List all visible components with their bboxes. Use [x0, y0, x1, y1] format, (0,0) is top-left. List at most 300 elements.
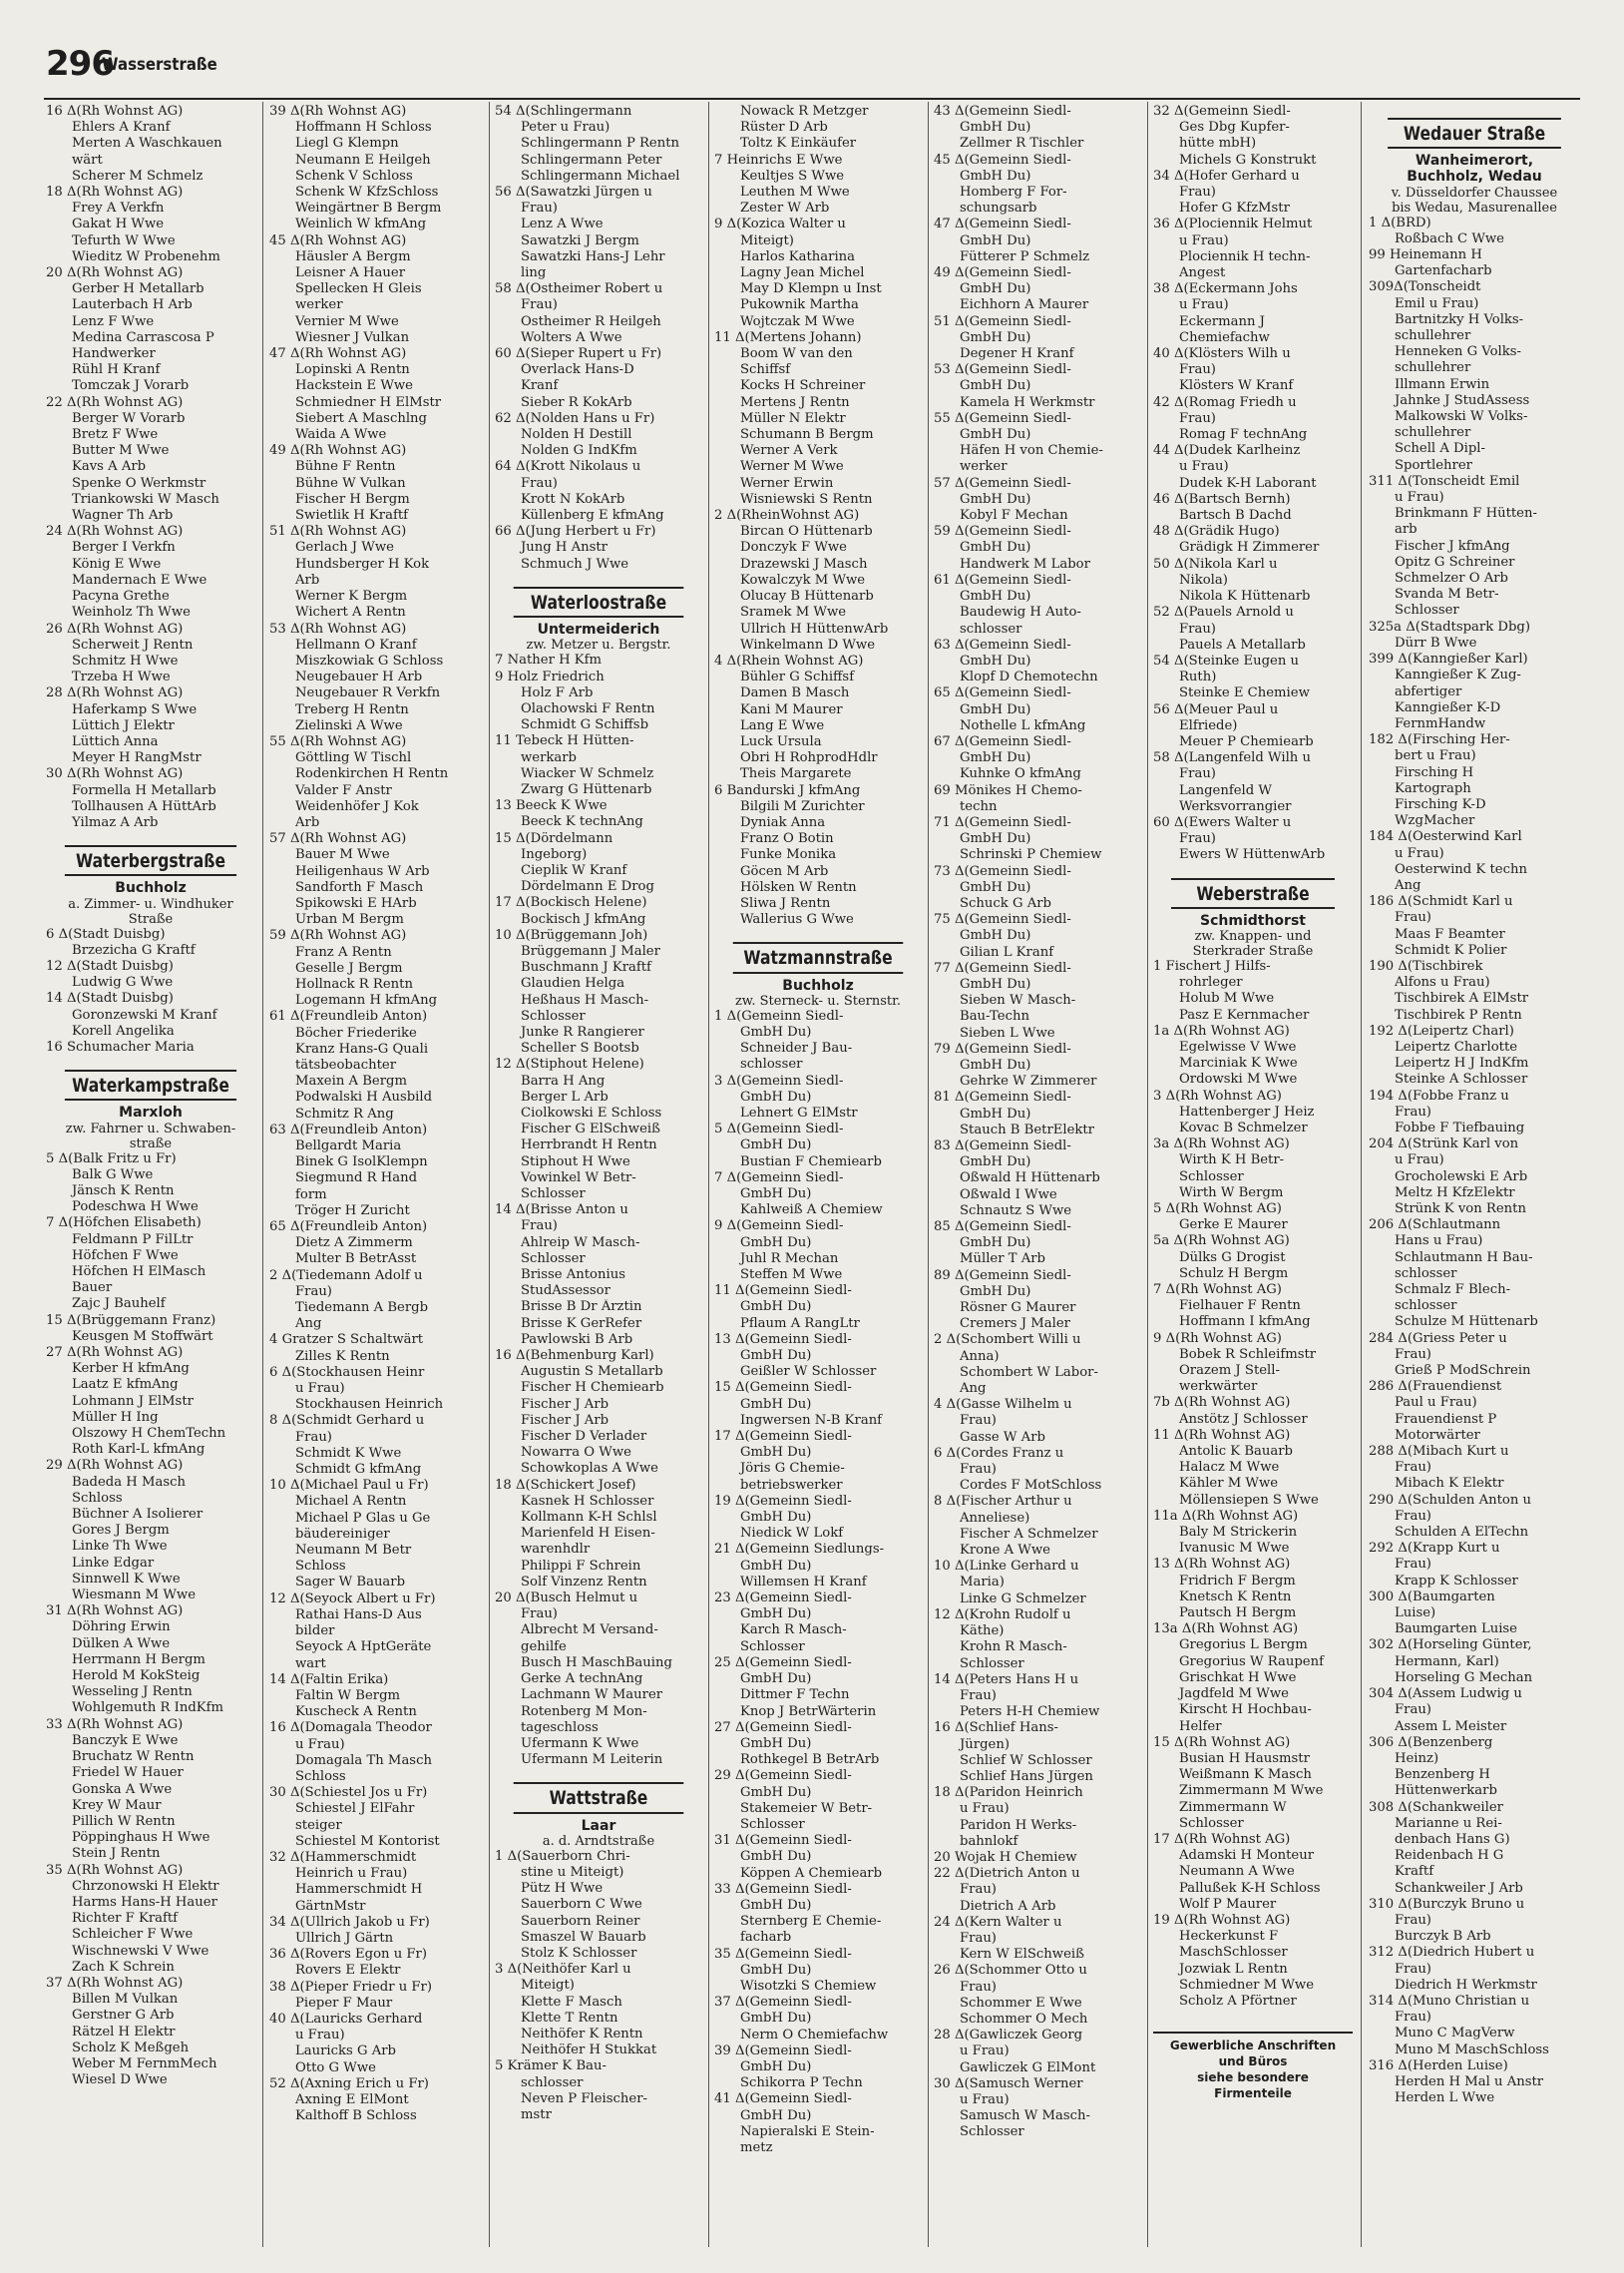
house-number-entry: 83 Δ(Gemeinn Siedl- [934, 1138, 1071, 1153]
resident-entry: u Frau) [1395, 845, 1444, 861]
house-number-entry: 286 Δ(Frauendienst [1369, 1379, 1502, 1395]
resident-entry: Rösner G Maurer [960, 1300, 1076, 1316]
house-number-entry: 18 Δ(Paridon Heinrich [934, 1785, 1083, 1801]
resident-entry: Frau) [521, 1606, 558, 1622]
resident-entry: Fobbe F Tiefbauing [1395, 1120, 1525, 1136]
resident-entry: Angest [1179, 265, 1226, 281]
resident-entry: GmbH Du) [740, 1348, 812, 1364]
resident-entry: form [295, 1186, 327, 1202]
resident-entry: Marciniak K Wwe [1179, 1056, 1298, 1072]
resident-entry: Busch H MaschBauing [521, 1654, 672, 1670]
resident-entry: Junke R Rangierer [521, 1024, 644, 1040]
street-section-note: v. Düsseldorfer Chaussee [1391, 185, 1558, 201]
house-number-entry: 13a Δ(Rh Wohnst AG) [1153, 1621, 1299, 1637]
resident-entry: Gasse W Arb [960, 1429, 1045, 1445]
house-number-entry: 14 Δ(Brisse Anton u [495, 1202, 628, 1218]
resident-entry: Neumann M Betr [295, 1543, 412, 1559]
resident-entry: Lehnert G ElMstr [740, 1105, 858, 1121]
column-2 [269, 104, 483, 2249]
resident-entry: Chrzonowski H Elektr [72, 1878, 219, 1894]
resident-entry: Wirth W Bergm [1179, 1184, 1284, 1200]
resident-entry: GmbH Du) [740, 2107, 812, 2123]
house-number-entry: 1 Δ(Gemeinn Siedl- [714, 1008, 844, 1024]
resident-entry: Möllensiepen S Wwe [1179, 1492, 1319, 1508]
resident-entry: Herden H Mal u Anstr [1395, 2073, 1544, 2089]
resident-entry: Langenfeld W [1179, 782, 1272, 798]
resident-entry: Schrinski P Chemiew [960, 847, 1102, 863]
house-number-entry: 55 Δ(Rh Wohnst AG) [269, 733, 407, 749]
house-number-entry: 311 Δ(Tonscheidt Emil [1369, 473, 1520, 489]
resident-entry: Valder F Anstr [295, 782, 392, 798]
resident-entry: Dietz A Zimmerm [295, 1235, 413, 1251]
resident-entry: steiger [295, 1817, 342, 1833]
house-number-entry: 15 Δ(Gemeinn Siedl- [714, 1380, 852, 1396]
resident-entry: Schikorra P Techn [740, 2075, 863, 2091]
resident-entry: Bilgili M Zurichter [740, 798, 865, 814]
resident-entry: Frey A Verkfn [72, 201, 165, 217]
resident-entry: Hellmann O Kranf [295, 637, 417, 653]
street-heading: Wattstraße [514, 1782, 684, 1813]
resident-entry: GmbH Du) [740, 1137, 812, 1153]
resident-entry: Obri H RohprodHdlr [740, 750, 878, 766]
resident-entry: Bustian F Chemiearb [740, 1153, 882, 1169]
resident-entry: Brüggemann J Maler [521, 943, 660, 959]
resident-entry: Holz F Arb [521, 684, 594, 700]
resident-entry: Gartenfacharb [1395, 263, 1492, 279]
house-number-entry: 186 Δ(Schmidt Karl u [1369, 894, 1513, 910]
resident-entry: Frau) [1179, 766, 1216, 782]
resident-entry: Handwerk M Labor [960, 556, 1090, 572]
house-number-entry: 3 Δ(Rh Wohnst AG) [1153, 1088, 1282, 1104]
resident-entry: Gerke A technAng [521, 1671, 643, 1687]
resident-entry: Otto G Wwe [295, 2059, 376, 2075]
resident-entry: Fischer J Arb [521, 1396, 609, 1412]
resident-entry: Dülks G Drogist [1179, 1249, 1286, 1265]
resident-entry: Brinkmann F Hütten- [1395, 506, 1537, 522]
resident-entry: Schlingermann Michael [521, 168, 680, 184]
house-number-entry: 4 Gratzer S Schaltwärt [269, 1332, 424, 1348]
resident-entry: Sieben W Masch- [960, 993, 1076, 1009]
resident-entry: Paul u Frau) [1395, 1395, 1477, 1411]
resident-entry: Diedrich H Werkmstr [1395, 1977, 1537, 1993]
resident-entry: Lopinski A Rentn [295, 362, 410, 378]
resident-entry: Sternberg E Chemie- [740, 1914, 882, 1930]
house-number-entry: 11 Δ(Mertens Johann) [714, 329, 862, 345]
resident-entry: GmbH Du) [740, 1234, 812, 1250]
resident-entry: Pautsch H Bergm [1179, 1605, 1297, 1621]
resident-entry: Zimmermann M Wwe [1179, 1783, 1324, 1799]
house-number-entry: 15 Δ(Brüggemann Franz) [46, 1312, 216, 1328]
resident-entry: Wesseling J Rentn [72, 1684, 193, 1700]
resident-entry: schlosser [1395, 1298, 1457, 1314]
resident-entry: Pieper F Maur [295, 1995, 393, 2011]
resident-entry: Podeschwa H Wwe [72, 1199, 199, 1215]
house-number-entry: 46 Δ(Bartsch Bernh) [1153, 491, 1291, 507]
resident-entry: Philippi F Schrein [521, 1558, 641, 1574]
resident-entry: GmbH Du) [960, 1057, 1031, 1073]
resident-entry: Bobek R Schleifmstr [1179, 1346, 1317, 1362]
resident-entry: Werner A Verk [740, 443, 838, 459]
resident-entry: bert u Frau) [1395, 748, 1476, 764]
house-number-entry: 51 Δ(Rh Wohnst AG) [269, 524, 407, 540]
resident-entry: Harms Hans-H Hauer [72, 1894, 217, 1910]
resident-entry: Nowack R Metzger [740, 104, 869, 119]
house-number-entry: 8 Δ(Fischer Arthur u [934, 1494, 1072, 1510]
house-number-entry: 34 Δ(Ullrich Jakob u Fr) [269, 1914, 430, 1930]
resident-entry: GmbH Du) [960, 168, 1031, 184]
resident-entry: Wiesner J Vulkan [295, 329, 410, 345]
street-section-note: zw. Sterneck- u. Sternstr. [734, 993, 902, 1009]
district-name: Buchholz [782, 977, 854, 994]
resident-entry: Lauricks G Arb [295, 2044, 396, 2059]
resident-entry: Zilles K Rentn [295, 1348, 390, 1364]
resident-entry: Frau) [295, 1283, 332, 1299]
resident-entry: Schmalz F Blech- [1395, 1282, 1511, 1298]
resident-entry: Brisse B Dr Ärztin [521, 1299, 642, 1315]
resident-entry: stine u Miteigt) [521, 1864, 624, 1880]
house-number-entry: 56 Δ(Sawatzki Jürgen u [495, 185, 652, 201]
resident-entry: Schombert W Labor- [960, 1364, 1098, 1380]
resident-entry: Krapp K Schlosser [1395, 1573, 1518, 1589]
house-number-entry: 44 Δ(Dudek Karlheinz [1153, 443, 1301, 459]
resident-entry: Stockhausen Heinrich [295, 1397, 444, 1413]
resident-entry: Samusch W Masch- [960, 2108, 1090, 2124]
house-number-entry: 40 Δ(Klösters Wilh u [1153, 346, 1291, 362]
house-number-entry: 3 Δ(Neithöfer Karl u [495, 1962, 631, 1978]
resident-entry: Keusgen M Stoffwärt [72, 1328, 213, 1344]
house-number-entry: 43 Δ(Gemeinn Siedl- [934, 104, 1071, 119]
resident-entry: Chemiefachw [1179, 329, 1270, 345]
resident-entry: Hermann, Karl) [1395, 1653, 1499, 1669]
resident-entry: Siegmund R Hand [295, 1170, 418, 1186]
house-number-entry: 7 Δ(Gemeinn Siedl- [714, 1169, 844, 1185]
resident-entry: Schiffsf [740, 362, 791, 378]
resident-entry: Miszkowiak G Schloss [295, 653, 444, 669]
resident-entry: Jung H Anstr [521, 540, 608, 556]
resident-entry: Frau) [960, 1687, 997, 1703]
house-number-entry: 14 Δ(Peters Hans H u [934, 1671, 1079, 1687]
resident-entry: Orazem J Stell- [1179, 1363, 1280, 1379]
resident-entry: Hattenberger J Heiz [1179, 1104, 1315, 1120]
house-number-entry: 4 Δ(Rhein Wohnst AG) [714, 653, 864, 669]
resident-entry: Sportlehrer [1395, 457, 1472, 473]
column-rule [708, 102, 709, 2247]
resident-entry: Wirth K H Betr- [1179, 1152, 1285, 1168]
resident-entry: Häusler A Bergm [295, 248, 411, 264]
resident-entry: GmbH Du) [740, 1606, 812, 1622]
resident-entry: Svanda M Betr- [1395, 587, 1499, 603]
house-number-entry: 53 Δ(Gemeinn Siedl- [934, 362, 1071, 378]
resident-entry: Hammerschmidt H [295, 1882, 423, 1898]
resident-entry: Hoffmann I kfmAng [1179, 1314, 1311, 1330]
resident-entry: Ullrich H HüttenwArb [740, 621, 889, 637]
house-number-entry: 57 Δ(Gemeinn Siedl- [934, 475, 1071, 491]
resident-entry: Bühne F Rentn [295, 459, 396, 475]
resident-entry: Sawatzki J Bergm [521, 232, 639, 248]
resident-entry: Zimmermann W [1179, 1799, 1287, 1815]
resident-entry: Jöris G Chemie- [740, 1461, 845, 1477]
house-number-entry: 32 Δ(Gemeinn Siedl- [1153, 104, 1291, 119]
resident-entry: Gerke E Maurer [1179, 1217, 1288, 1233]
resident-entry: GmbH Du) [960, 928, 1031, 944]
resident-entry: Pasz E Kernmacher [1179, 1007, 1310, 1023]
resident-entry: bäudereiniger [295, 1526, 390, 1542]
house-number-entry: 42 Δ(Romag Friedh u [1153, 394, 1297, 410]
resident-entry: Neumann E Heilgeh [295, 152, 431, 168]
resident-entry: Schlosser [1179, 1815, 1244, 1831]
resident-entry: Schumann B Bergm [740, 427, 874, 443]
resident-entry: Sinnwell K Wwe [72, 1571, 181, 1587]
house-number-entry: 49 Δ(Gemeinn Siedl- [934, 265, 1071, 281]
resident-entry: Bauer M Wwe [295, 847, 390, 863]
house-number-entry: 16 Δ(Behmenburg Karl) [495, 1348, 654, 1364]
resident-entry: Steinke E Chemiew [1179, 685, 1310, 701]
resident-entry: Firsching K-D [1395, 796, 1486, 812]
resident-entry: GmbH Du) [960, 540, 1031, 556]
resident-entry: Schleicher F Wwe [72, 1927, 194, 1943]
resident-entry: Nolden G IndKfm [521, 443, 637, 459]
resident-entry: Ludwig G Wwe [72, 975, 174, 991]
resident-entry: Burczyk B Arb [1395, 1929, 1491, 1945]
resident-entry: Wisniewski S Rentn [740, 491, 873, 507]
street-section-note: straße [129, 1136, 173, 1151]
resident-entry: Grieß P ModSchrein [1395, 1363, 1531, 1379]
resident-entry: Fischer J kfmAng [1395, 538, 1510, 554]
house-number-entry: 67 Δ(Gemeinn Siedl- [934, 733, 1071, 749]
house-number-entry: 22 Δ(Dietrich Anton u [934, 1866, 1080, 1882]
resident-entry: Muno M MaschSchloss [1395, 2042, 1549, 2057]
resident-entry: wärt [72, 152, 103, 168]
resident-entry: Knetsch K Rentn [1179, 1589, 1292, 1604]
resident-entry: Köppen A Chemiearb [740, 1865, 883, 1881]
resident-entry: GmbH Du) [740, 2011, 812, 2027]
house-number-entry: 65 Δ(Freundleib Anton) [269, 1219, 428, 1235]
resident-entry: Neumann A Wwe [1179, 1864, 1295, 1880]
resident-entry: Sager W Bauarb [295, 1575, 406, 1591]
resident-entry: GmbH Du) [960, 1235, 1031, 1251]
resident-entry: Müller H Ing [72, 1409, 159, 1425]
resident-entry: Laatz E kfmAng [72, 1377, 179, 1393]
resident-entry: Dyniak Anna [740, 814, 826, 830]
resident-entry: werker [960, 459, 1008, 475]
house-number-entry: 290 Δ(Schulden Anton u [1369, 1492, 1532, 1508]
resident-entry: werker [295, 297, 343, 313]
resident-entry: Zellmer R Tischler [960, 136, 1084, 152]
resident-entry: Damen B Masch [740, 685, 850, 701]
resident-entry: Pauels A Metallarb [1179, 637, 1306, 653]
resident-entry: Tefurth W Wwe [72, 232, 176, 248]
resident-entry: GmbH Du) [960, 491, 1031, 507]
street-section-note: zw. Metzer u. Bergstr. [526, 638, 671, 654]
resident-entry: Schloss [295, 1559, 346, 1575]
resident-entry: Kalthoff B Schloss [295, 2108, 417, 2124]
resident-entry: Sieben L Wwe [960, 1025, 1055, 1041]
resident-entry: Baumgarten Luise [1395, 1621, 1517, 1637]
house-number-entry: 29 Δ(Rh Wohnst AG) [46, 1458, 184, 1474]
resident-entry: tätsbeobachter [295, 1057, 397, 1073]
column-rule [262, 102, 263, 2247]
resident-entry: Dürr B Wwe [1395, 635, 1477, 651]
resident-entry: u Frau) [960, 2091, 1010, 2107]
running-header-street: Wasserstraße [102, 55, 217, 75]
resident-entry: Benzenberg H [1395, 1767, 1490, 1783]
resident-entry: Ang [295, 1316, 322, 1332]
resident-entry: Kartograph [1395, 780, 1471, 796]
house-number-entry: 284 Δ(Griess Peter u [1369, 1330, 1507, 1346]
resident-entry: GmbH Du) [960, 653, 1031, 669]
resident-entry: Ahlreip W Masch- [521, 1234, 640, 1250]
house-number-entry: 30 Δ(Rh Wohnst AG) [46, 766, 184, 782]
resident-entry: Olucay B Hüttenarb [740, 589, 874, 605]
resident-entry: Nerm O Chemiefachw [740, 2027, 889, 2043]
house-number-entry: 63 Δ(Freundleib Anton) [269, 1122, 428, 1137]
house-number-entry: 58 Δ(Langenfeld Wilh u [1153, 750, 1311, 766]
resident-entry: Heckerkunst F [1179, 1929, 1279, 1945]
resident-entry: Bellgardt Maria [295, 1138, 402, 1153]
resident-entry: Tollhausen A HüttArb [72, 798, 216, 814]
resident-entry: Schmiedner H ElMstr [295, 394, 442, 410]
resident-entry: u Frau) [1395, 490, 1444, 506]
column-4 [714, 104, 922, 2249]
resident-entry: Fischer H Chemiearb [521, 1380, 664, 1396]
house-number-entry: 55 Δ(Gemeinn Siedl- [934, 410, 1071, 426]
resident-entry: Schmidt G kfmAng [295, 1462, 422, 1478]
resident-entry: Nothelle L kfmAng [960, 717, 1086, 733]
resident-entry: Frau) [1395, 1508, 1431, 1524]
resident-entry: Scheller S Bootsb [521, 1041, 639, 1057]
resident-entry: Kollmann K-H Schlsl [521, 1510, 657, 1526]
resident-entry: Bruchatz W Rentn [72, 1749, 195, 1765]
resident-entry: Bartnitzky H Volks- [1395, 311, 1524, 327]
resident-entry: Wolf P Maurer [1179, 1896, 1277, 1912]
house-number-entry: 190 Δ(Tischbirek [1369, 958, 1483, 974]
resident-entry: Trzeba H Wwe [72, 670, 171, 685]
resident-entry: Schlosser [521, 1186, 586, 1201]
resident-entry: Wagner Th Arb [72, 508, 174, 524]
house-number-entry: 50 Δ(Nikola Karl u [1153, 556, 1278, 572]
resident-entry: Sramek M Wwe [740, 605, 847, 621]
resident-entry: Scherer M Schmelz [72, 168, 203, 184]
resident-entry: u Frau) [960, 2044, 1010, 2059]
resident-entry: Dördelmann E Drog [521, 879, 654, 895]
resident-entry: gehilfe [521, 1638, 567, 1654]
house-number-entry: 59 Δ(Rh Wohnst AG) [269, 928, 407, 944]
street-section-note: Sterkrader Straße [1192, 943, 1314, 959]
resident-entry: Pillich W Rentn [72, 1813, 176, 1829]
resident-entry: Liegl G Klempn [295, 136, 399, 152]
resident-entry: Schloss [72, 1490, 123, 1506]
resident-entry: Schiestel M Kontorist [295, 1833, 440, 1849]
resident-entry: Höfchen H ElMasch [72, 1264, 206, 1279]
resident-entry: Hans u Frau) [1395, 1233, 1483, 1249]
house-number-entry: 77 Δ(Gemeinn Siedl- [934, 960, 1071, 976]
resident-entry: Weidenhöfer J Kok [295, 798, 419, 814]
resident-entry: Fischer J Arb [521, 1412, 609, 1428]
resident-entry: Ufermann M Leiterin [521, 1752, 663, 1768]
resident-entry: Göttling W Tischl [295, 750, 412, 766]
house-number-entry: 312 Δ(Diedrich Hubert u [1369, 1945, 1535, 1961]
house-number-entry: 302 Δ(Horseling Günter, [1369, 1637, 1532, 1653]
house-number-entry: 54 Δ(Steinke Eugen u [1153, 653, 1300, 669]
resident-entry: Brzezicha G Kraftf [72, 942, 196, 958]
commercial-addresses-note: siehe besondere [1197, 2070, 1309, 2085]
resident-entry: Frau) [1179, 831, 1216, 847]
house-number-entry: 24 Δ(Rh Wohnst AG) [46, 524, 184, 540]
resident-entry: Schulz H Bergm [1179, 1265, 1289, 1281]
resident-entry: Feldmann P FilLtr [72, 1231, 194, 1247]
house-number-entry: 9 Δ(Gemeinn Siedl- [714, 1218, 844, 1234]
resident-entry: Lagny Jean Michel [740, 265, 865, 281]
resident-entry: Helfer [1179, 1718, 1222, 1734]
house-number-entry: 18 Δ(Schickert Josef) [495, 1477, 636, 1493]
resident-entry: Frau) [521, 297, 558, 313]
resident-entry: Kovac B Schmelzer [1179, 1120, 1308, 1136]
resident-entry: warenhdlr [521, 1542, 591, 1558]
house-number-entry: 37 Δ(Rh Wohnst AG) [46, 1975, 184, 1991]
resident-entry: Pflaum A RangLtr [740, 1315, 860, 1331]
resident-entry: u Frau) [1179, 459, 1229, 475]
house-number-entry: 11 Δ(Gemeinn Siedl- [714, 1283, 852, 1299]
resident-entry: Höfchen F Wwe [72, 1247, 179, 1263]
resident-entry: bahnlokf [960, 1833, 1018, 1849]
resident-entry: Franz O Botin [740, 831, 834, 847]
resident-entry: GmbH Du) [740, 1089, 812, 1105]
resident-entry: Elfriede) [1179, 717, 1238, 733]
commercial-addresses-note: Gewerbliche Anschriften [1153, 2032, 1353, 2053]
resident-entry: Krone A Wwe [960, 1543, 1050, 1559]
resident-entry: Frau) [960, 1979, 997, 1995]
resident-entry: StudAssessor [521, 1283, 610, 1299]
resident-entry: Wiacker W Schmelz [521, 765, 654, 781]
resident-entry: Schmiedner M Wwe [1179, 1977, 1315, 1993]
resident-entry: Lüttich J Elektr [72, 717, 175, 733]
resident-entry: Ordowski M Wwe [1179, 1072, 1298, 1088]
resident-entry: Bartsch B Dachd [1179, 508, 1292, 524]
resident-entry: Bau-Techn [960, 1009, 1029, 1025]
resident-entry: Solf Vinzenz Rentn [521, 1574, 647, 1590]
resident-entry: u Frau) [1179, 297, 1229, 313]
resident-entry: wart [295, 1655, 326, 1671]
resident-entry: Kraftf [1395, 1864, 1434, 1880]
resident-entry: Oesterwind K techn [1395, 861, 1527, 877]
house-number-entry: 26 Δ(Schommer Otto u [934, 1963, 1087, 1979]
resident-entry: Heßhaus H Masch- [521, 992, 649, 1008]
resident-entry: schullehrer [1395, 360, 1471, 376]
resident-entry: schlosser [1395, 1265, 1457, 1281]
resident-entry: Rotenberg M Mon- [521, 1703, 647, 1719]
resident-entry: Ivanusic M Wwe [1179, 1541, 1290, 1557]
house-number-entry: 309Δ(Tonscheidt [1369, 279, 1481, 295]
resident-entry: Michael A Rentn [295, 1494, 407, 1510]
resident-entry: Frau) [1179, 362, 1216, 378]
house-number-entry: 16 Δ(Schlief Hans- [934, 1720, 1058, 1736]
resident-entry: Fischer D Verlader [521, 1429, 647, 1445]
district-name: Untermeiderich [537, 622, 660, 639]
resident-entry: Treberg H Rentn [295, 701, 409, 717]
resident-entry: Urban M Bergm [295, 912, 404, 928]
house-number-entry: 58 Δ(Ostheimer Robert u [495, 281, 663, 297]
house-number-entry: 61 Δ(Gemeinn Siedl- [934, 572, 1071, 588]
house-number-entry: 25 Δ(Gemeinn Siedl- [714, 1654, 852, 1670]
resident-entry: Leipertz H J IndKfm [1395, 1056, 1529, 1072]
resident-entry: Glaudien Helga [521, 976, 625, 992]
house-number-entry: 75 Δ(Gemeinn Siedl- [934, 912, 1071, 928]
resident-entry: Overlack Hans-D [521, 362, 634, 378]
resident-entry: Kerber H kfmAng [72, 1361, 190, 1377]
resident-entry: Pawlowski B Arb [521, 1331, 633, 1347]
street-section-note: bis Wedau, Masurenallee [1392, 200, 1557, 216]
resident-entry: Tomczak J Vorarb [72, 378, 190, 394]
